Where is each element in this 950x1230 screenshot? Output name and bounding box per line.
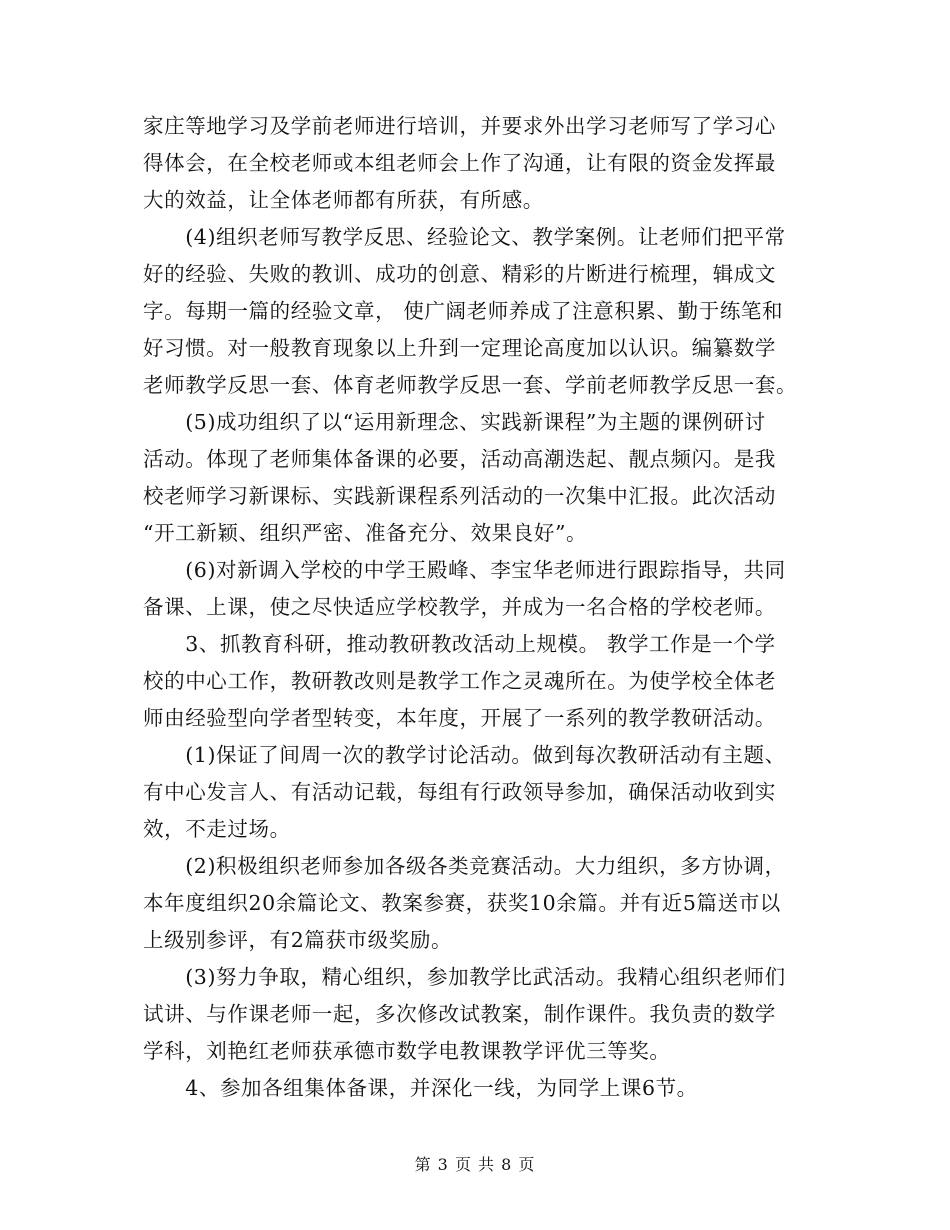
body-line: (1)保证了间周一次的教学讨论活动。做到每次教研活动有主题、 [143,743,786,767]
body-line: 3、抓教育科研，推动教研教改活动上规模。 教学工作是一个学 [143,632,776,656]
body-line: (3)努力争取，精心组织，参加教学比武活动。我精心组织老师们 [143,965,786,989]
body-line: 好的经验、失败的教训、成功的创意、精彩的片断进行梳理，辑成文 [143,262,776,286]
body-line: 老师教学反思一套、体育老师教学反思一套、学前老师教学反思一套。 [143,373,798,397]
body-line: 活动。体现了老师集体备课的必要，活动高潮迭起、靓点频闪。是我 [143,447,776,471]
body-line: 试讲、与作课老师一起，多次修改试教案，制作课件。我负责的数学 [143,1002,776,1026]
body-line: 备课、上课，使之尽快适应学校教学，并成为一名合格的学校老师。 [143,595,776,619]
body-line: 家庄等地学习及学前老师进行培训，并要求外出学习老师写了学习心 [143,114,776,138]
body-line: 好习惯。对一般教育现象以上升到一定理论高度加以认识。编纂数学 [143,336,776,360]
body-line: 校的中心工作，教研教改则是教学工作之灵魂所在。为使学校全体老 [143,669,776,693]
body-line: 大的效益，让全体老师都有所获，有所感。 [143,188,544,212]
body-line: 师由经验型向学者型转变，本年度，开展了一系列的教学教研活动。 [143,706,776,730]
body-line: (6)对新调入学校的中学王殿峰、李宝华老师进行跟踪指导，共同 [143,558,786,582]
page-number-footer: 第 3 页 共 8 页 [414,1155,536,1174]
body-line: 字。每期一篇的经验文章， 使广阔老师养成了注意积累、勤于练笔和 [143,299,784,323]
body-line: 学科，刘艳红老师获承德市数学电教课教学评优三等奖。 [143,1039,671,1063]
body-line: (4)组织老师写教学反思、经验论文、教学案例。让老师们把平常 [143,225,786,249]
body-line: “开工新颖、组织严密、准备充分、效果良好”。 [143,521,588,545]
body-line: 得体会，在全校老师或本组老师会上作了沟通，让有限的资金发挥最 [143,151,776,175]
body-line: 有中心发言人、有活动记载，每组有行政领导参加，确保活动收到实 [143,780,776,804]
body-line: 4、参加各组集体备课，并深化一线，为同学上课6节。 [143,1076,698,1100]
body-line: 效，不走过场。 [143,817,291,841]
body-line: (2)积极组织老师参加各级各类竞赛活动。大力组织，多方协调， [143,854,786,878]
body-line: 上级别参评，有2篇获市级奖励。 [143,928,453,952]
body-line: (5)成功组织了以“运用新理念、实践新课程”为主题的课例研讨 [143,410,766,434]
body-line: 校老师学习新课标、实践新课程系列活动的一次集中汇报。此次活动 [143,484,776,508]
body-line: 本年度组织20余篇论文、教案参赛，获奖10余篇。并有近5篇送市以 [143,891,781,915]
